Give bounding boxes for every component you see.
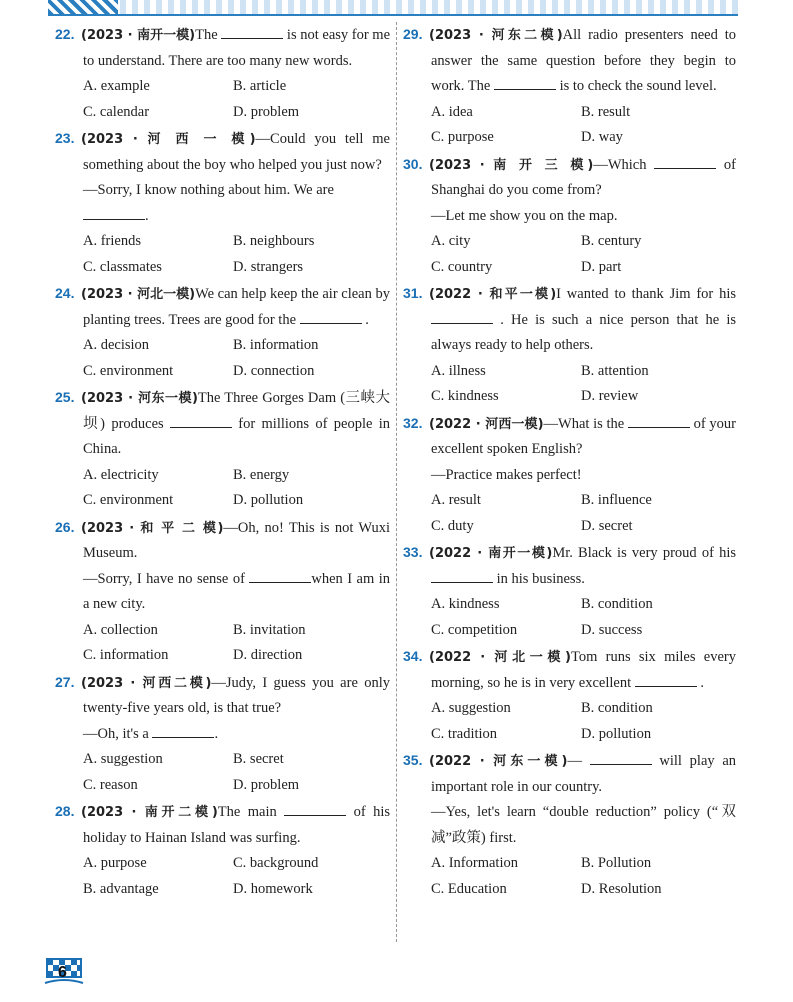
answer-options	[403, 100, 736, 151]
answer-option: C. competition	[431, 621, 518, 638]
question-source: (2023 · 南 开 三 模)	[429, 157, 594, 173]
answer-option: A. kindness	[431, 596, 500, 612]
answer-blank	[221, 25, 283, 39]
question-source: (2022 · 南开一模)	[429, 546, 553, 561]
dialogue-line: —Practice makes perfect!	[431, 466, 582, 483]
question-source: (2023 · 河北一模)	[81, 287, 196, 302]
question-number: 28.	[55, 803, 75, 819]
answer-option: A. idea	[431, 103, 473, 120]
question-number: 30.	[403, 155, 423, 172]
question-text: Tom runs six miles every morning, so he is in very excellent	[431, 649, 736, 691]
question-source: (2022 · 河北一模)	[429, 650, 571, 665]
question-number: 24.	[55, 285, 75, 301]
answer-blank	[654, 155, 716, 169]
answer-option: C. reason	[83, 776, 138, 793]
answer-option: D. pollution	[581, 725, 652, 742]
question-text: The Three Gorges Dam (三峡大坝) produces	[83, 390, 390, 432]
answer-blank	[152, 724, 214, 738]
question-number: 32.	[403, 414, 423, 431]
question-stem	[55, 799, 390, 851]
answer-option: A. suggestion	[83, 751, 163, 767]
header-pattern	[48, 0, 118, 14]
question-text: The main	[217, 804, 277, 820]
answer-blank	[249, 569, 311, 583]
question-item	[403, 22, 736, 151]
question-text-after: .	[700, 674, 705, 691]
question-stem	[55, 515, 390, 567]
dialogue-end: .	[145, 207, 149, 224]
question-stem	[55, 385, 390, 463]
question-text: —Which	[593, 156, 647, 173]
question-text-after: for millions of people in China.	[83, 415, 390, 457]
dialogue-line: —Let me show you on the map.	[431, 207, 618, 224]
answer-option: B. result	[581, 103, 631, 120]
question-text: —Could you tell me something about the boy who helped you just now?	[83, 131, 390, 173]
answer-option: D. strangers	[233, 258, 304, 275]
answer-option: D. problem	[233, 103, 300, 120]
question-stem	[403, 281, 736, 359]
answer-option: A. electricity	[83, 466, 159, 483]
answer-option: C. kindness	[431, 388, 499, 404]
answer-option: A. suggestion	[431, 700, 511, 716]
answer-blank	[431, 310, 493, 324]
answer-options	[403, 488, 736, 539]
answer-options	[55, 463, 390, 514]
answer-options	[55, 618, 390, 669]
answer-option: B. influence	[581, 492, 652, 508]
question-source: (2023 · 和 平 二 模)	[81, 520, 224, 536]
question-item	[55, 126, 390, 280]
question-stem	[55, 670, 390, 722]
answer-option: C. tradition	[431, 725, 498, 742]
question-source: (2023 · 河东二模)	[429, 28, 563, 43]
answer-option: D. homework	[233, 880, 313, 897]
answer-blank	[635, 673, 697, 687]
question-text: The	[195, 27, 218, 43]
answer-options	[55, 747, 390, 798]
answer-option: A. city	[431, 233, 471, 249]
answer-options	[55, 229, 390, 280]
answer-options	[55, 333, 390, 384]
question-text-after: of Shanghai do you come from?	[431, 156, 736, 198]
answer-option: A. result	[431, 492, 481, 508]
answer-option: C. duty	[431, 517, 474, 534]
answer-option: B. energy	[233, 466, 290, 483]
dialogue-text: —Oh, it's a	[83, 725, 149, 742]
dialogue-text-after: .	[214, 725, 219, 742]
question-text: I wanted to thank Jim for his	[556, 286, 736, 302]
answer-option: D. Resolution	[581, 880, 662, 897]
answer-options	[55, 74, 390, 125]
answer-option: A. example	[83, 78, 150, 94]
answer-option: D. part	[581, 258, 622, 275]
answer-blank	[628, 414, 690, 428]
question-stem	[55, 126, 390, 178]
answer-option: C. information	[83, 647, 169, 663]
dialogue-line: —Sorry, I know nothing about him. We are	[83, 182, 334, 198]
question-text: —Judy, I guess you are only twenty-five years old, is that true?	[83, 674, 391, 716]
question-item	[55, 670, 390, 799]
answer-option: B. condition	[581, 700, 653, 716]
answer-option: A. illness	[431, 362, 486, 379]
question-text-after: . He is such a nice person that he is always ready to help others.	[431, 311, 736, 353]
question-text-after: of his holiday to Hainan Island was surfing.	[83, 804, 391, 846]
answer-option: D. secret	[581, 517, 633, 534]
answer-option: D. pollution	[233, 492, 304, 508]
header-band	[48, 0, 738, 16]
question-item	[55, 515, 390, 669]
question-source: (2023 · 河东一模)	[81, 391, 198, 406]
question-item	[403, 152, 736, 281]
question-stem	[403, 152, 736, 204]
question-item	[403, 281, 736, 410]
answer-option: C. environment	[83, 492, 174, 508]
question-text-after: is to check the sound level.	[559, 78, 717, 94]
answer-option: C. environment	[83, 362, 174, 379]
question-source: (2023 · 南开一模)	[81, 28, 196, 43]
left-column	[55, 22, 390, 903]
answer-option: D. direction	[233, 647, 303, 663]
question-stem	[403, 540, 736, 592]
question-item	[55, 799, 390, 902]
answer-option: B. condition	[581, 596, 653, 612]
question-stem	[403, 748, 736, 800]
answer-option: B. article	[233, 78, 287, 94]
answer-option: C. calendar	[83, 103, 150, 120]
question-source: (2022 · 和平一模)	[429, 287, 557, 302]
question-number: 31.	[403, 285, 423, 301]
answer-option: B. invitation	[233, 621, 306, 638]
answer-blank	[300, 310, 362, 324]
question-text-after: of your excellent spoken English?	[431, 415, 736, 457]
answer-option: D. problem	[233, 776, 300, 793]
answer-option: D. way	[581, 129, 623, 145]
dialogue-line	[55, 722, 390, 748]
question-stem	[403, 22, 736, 100]
question-stem	[55, 22, 390, 74]
question-text: Mr. Black is very proud of his	[552, 545, 736, 561]
question-text: All radio presenters need to answer the same question before they begin to work. The	[431, 27, 736, 94]
question-text-after: is not easy for me to understand. There are too many new words.	[83, 27, 391, 69]
answer-option: D. review	[581, 388, 639, 404]
answer-option: A. decision	[83, 337, 150, 353]
dialogue-text-after: when I am in a new city.	[83, 570, 391, 612]
column-divider	[396, 22, 397, 942]
question-text: We can help keep the air clean by planting trees. Trees are good for the	[83, 286, 390, 328]
question-number: 27.	[55, 673, 75, 690]
dialogue-line: —Yes, let's learn “double reduction” policy (“双减”政策) first.	[431, 804, 736, 846]
question-stem	[403, 411, 736, 463]
question-item	[403, 748, 736, 902]
question-item	[55, 281, 390, 384]
answer-options	[403, 851, 736, 902]
answer-blank	[431, 569, 493, 583]
answer-option: C. purpose	[431, 129, 494, 145]
answer-option: D. success	[581, 621, 643, 638]
answer-option: D. connection	[233, 362, 315, 379]
question-source: (2022 · 河东一模)	[429, 754, 568, 769]
answer-blank	[494, 76, 556, 90]
question-text-after: will play an important role in our country.	[431, 753, 737, 795]
question-item	[403, 411, 736, 540]
question-item	[55, 22, 390, 125]
question-text: —What is the	[543, 415, 625, 432]
answer-option: C. country	[431, 258, 493, 275]
question-source: (2022 · 河西一模)	[429, 416, 544, 432]
question-stem	[403, 644, 736, 696]
dialogue-text: —Sorry, I have no sense of	[83, 570, 245, 587]
question-number: 26.	[55, 518, 75, 535]
question-number: 25.	[55, 389, 75, 405]
answer-option: B. century	[581, 233, 642, 249]
dialogue-line	[55, 567, 390, 618]
question-number: 33.	[403, 544, 423, 560]
answer-options	[403, 696, 736, 747]
answer-option: A. collection	[83, 621, 158, 638]
answer-option: A. friends	[83, 233, 141, 249]
answer-blank	[590, 751, 652, 765]
answer-options	[403, 359, 736, 410]
answer-option: C. Education	[431, 880, 507, 897]
answer-blank	[284, 802, 346, 816]
question-source: (2023 · 河 西 一 模)	[81, 132, 256, 147]
question-number: 34.	[403, 648, 423, 664]
answer-option: B. secret	[233, 751, 284, 767]
answer-options	[55, 851, 390, 902]
question-number: 23.	[55, 130, 75, 146]
question-stem	[55, 281, 390, 333]
question-number: 29.	[403, 26, 423, 42]
question-number: 35.	[403, 752, 423, 768]
answer-option: B. Pollution	[581, 855, 652, 871]
answer-options	[403, 229, 736, 280]
page-number: 6	[58, 964, 67, 981]
answer-option: C. classmates	[83, 258, 162, 275]
answer-option: C. background	[233, 855, 319, 871]
question-item	[403, 540, 736, 643]
answer-option: B. information	[233, 337, 319, 353]
question-item	[403, 644, 736, 747]
dialogue-line	[55, 204, 390, 230]
answer-options	[403, 592, 736, 643]
answer-option: A. Information	[431, 855, 518, 871]
answer-option: B. attention	[581, 362, 649, 379]
question-text-after: in his business.	[496, 570, 585, 587]
right-column	[403, 22, 736, 903]
answer-option: B. advantage	[83, 880, 159, 897]
question-source: (2023 · 南开二模)	[81, 805, 218, 820]
question-text: —	[567, 753, 582, 769]
question-text-after: .	[365, 311, 369, 328]
question-text: —Oh, no! This is not Wuxi Museum.	[83, 519, 390, 561]
answer-blank	[170, 414, 232, 428]
question-number: 22.	[55, 26, 75, 42]
question-item	[55, 385, 390, 514]
answer-option: A. purpose	[83, 855, 147, 871]
question-source: (2023 · 河西二模)	[81, 675, 212, 691]
answer-blank	[83, 206, 145, 220]
answer-option: B. neighbours	[233, 233, 315, 249]
